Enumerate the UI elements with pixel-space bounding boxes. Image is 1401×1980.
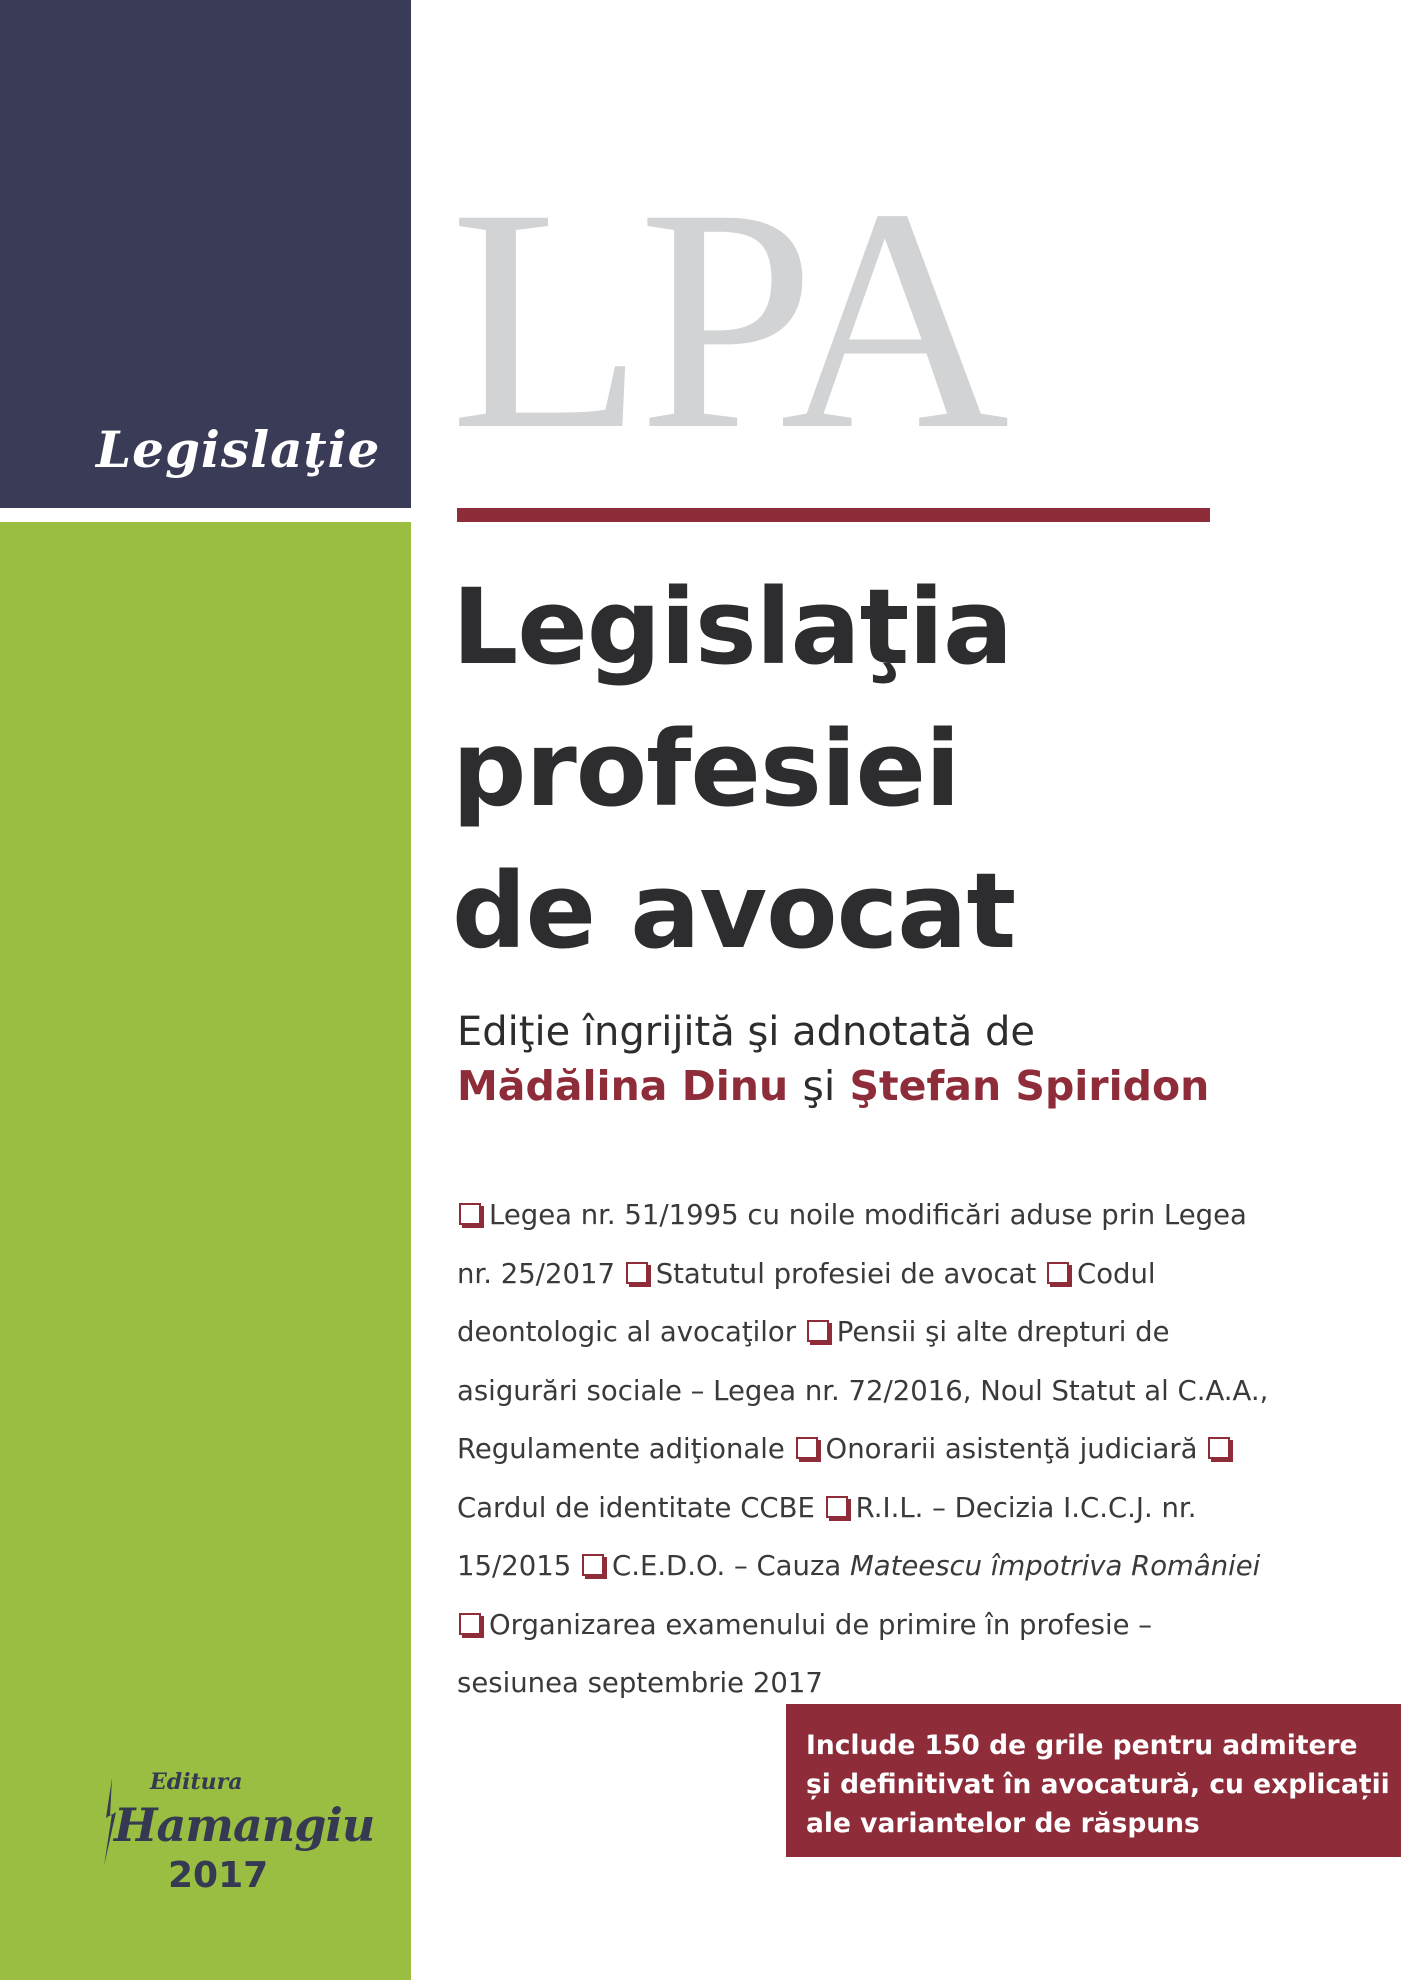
promo-line: Include 150 de grile pentru admitere — [806, 1730, 1358, 1761]
contents-item: Organizarea examenului de primire în profesie – sesiunea septembrie 2017 — [457, 1608, 1153, 1699]
contents-item: Onorarii asistenţă judiciară — [825, 1433, 1198, 1465]
checkbox-bullet-icon — [1208, 1437, 1230, 1459]
checkbox-bullet-icon — [626, 1262, 648, 1284]
author-name: Ştefan Spiridon — [849, 1062, 1210, 1110]
checkbox-bullet-icon — [807, 1320, 829, 1342]
contents-item: Pensii şi alte drepturi de asigurări sociale – Legea nr. 72/2016, Noul Statut al C.A.A., Regulamente adiţionale — [457, 1316, 1269, 1465]
authors — [457, 1062, 1209, 1110]
contents-item: C.E.D.O. – Cauza — [612, 1550, 850, 1582]
collection-logo: LPA — [450, 143, 1004, 495]
checkbox-bullet-icon — [826, 1496, 848, 1518]
checkbox-bullet-icon — [459, 1203, 481, 1225]
checkbox-bullet-icon — [1047, 1262, 1069, 1284]
contents-list — [457, 1186, 1277, 1713]
promo-line: ale variantelor de răspuns — [806, 1808, 1200, 1839]
checkbox-bullet-icon — [582, 1554, 604, 1576]
checkbox-bullet-icon — [459, 1613, 481, 1635]
title-line: Legislaţia — [452, 566, 1013, 688]
title-line: de avocat — [452, 850, 1016, 972]
series-label: Legislaţie — [96, 420, 381, 479]
checkbox-bullet-icon — [796, 1437, 818, 1459]
publication-year: 2017 — [168, 1855, 269, 1896]
conjunction: şi — [802, 1062, 836, 1110]
contents-item: R.I.L. – Decizia I.C.C.J. nr. 15/2015 — [457, 1491, 1197, 1582]
contents-item: Legea nr. 51/1995 cu noile modificări aduse prin Legea nr. 25/2017 — [457, 1199, 1247, 1290]
author-name: Mădălina Dinu — [457, 1062, 789, 1110]
publisher-logo — [98, 1768, 375, 1898]
promo-box — [786, 1704, 1401, 1857]
contents-item: Cardul de identitate CCBE — [457, 1491, 815, 1524]
publisher-name: Hamangiu — [114, 1798, 375, 1852]
publisher-prefix: Editura — [150, 1769, 243, 1795]
contents-item: Statutul profesiei de avocat — [655, 1257, 1037, 1290]
book-title — [452, 556, 1015, 982]
edition-note: Ediţie îngrijită şi adnotată de — [457, 1009, 1035, 1055]
promo-line: și definitivat în avocatură, cu explicații — [806, 1769, 1390, 1800]
green-panel — [0, 522, 411, 1980]
divider-rule — [457, 508, 1210, 522]
contents-item-italic: Mateescu împotriva României — [850, 1550, 1261, 1582]
contents-item: Codul deontologic al avocaţilor — [457, 1257, 1156, 1348]
title-line: profesiei — [452, 708, 960, 830]
